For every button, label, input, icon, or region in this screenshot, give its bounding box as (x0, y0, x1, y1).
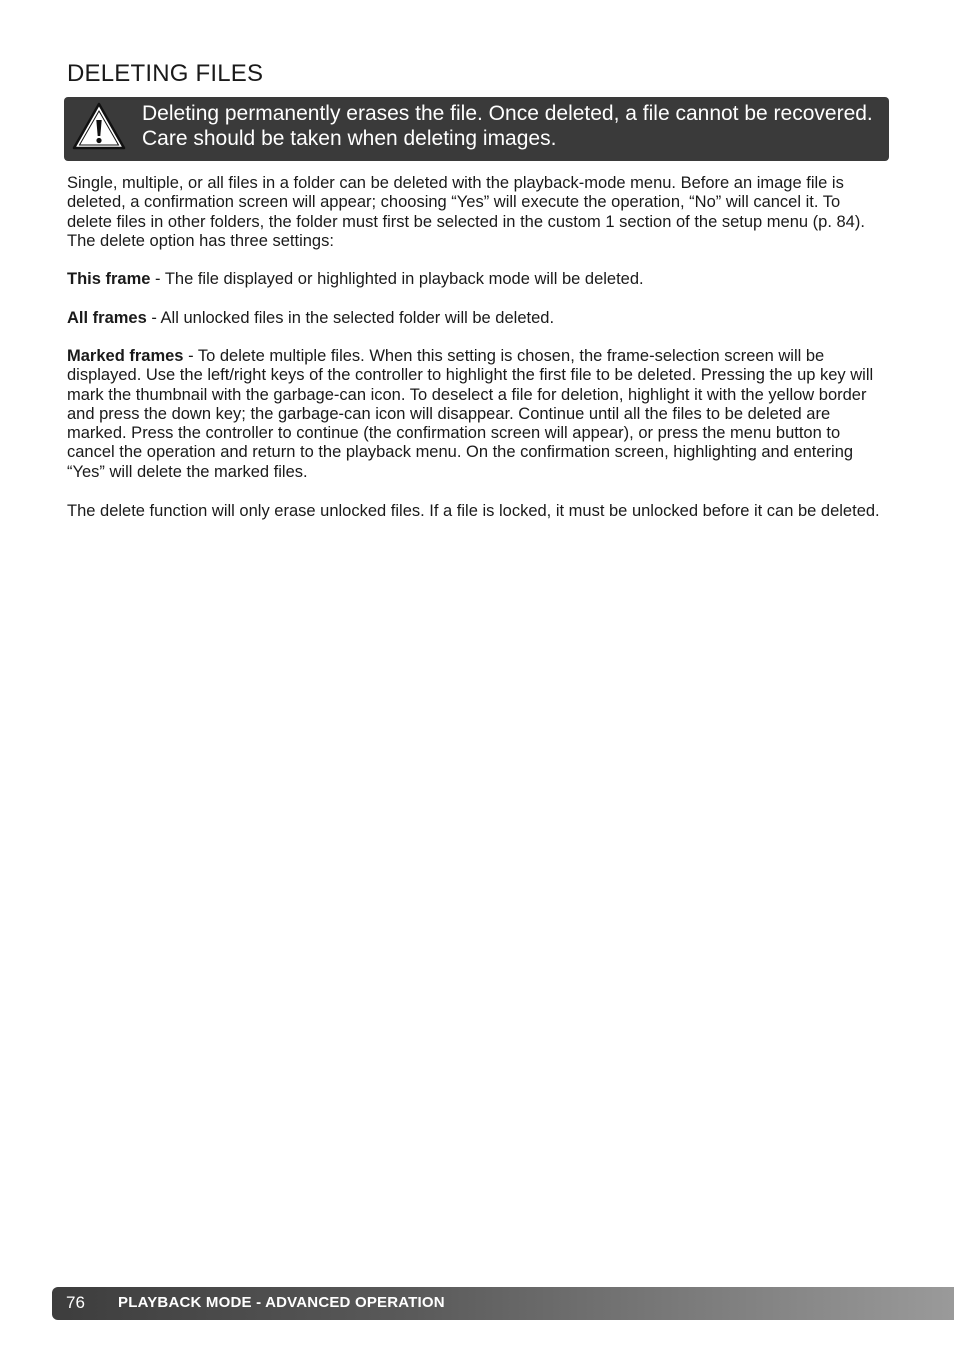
warning-text: Deleting permanently erases the file. Once deleted, a file cannot be recovered. Care should be taken when deleting images. (142, 102, 873, 150)
setting-this-frame (67, 270, 885, 289)
setting-description: - To delete multiple files. When this setting is chosen, the frame-selection screen will be displayed. Use the left/right keys of the controller to highlight the first file to be deleted. Pressing the up key will mark the thumbnail with the garbage-can icon. To deselect a file for deletion, highlight it with the yellow border and press the down key; the garbage-can icon will disappear. Continue until all the files to be deleted are marked. Press the controller to continue (the confirmation screen will appear), or press the menu button to cancel the operation and return to the playback menu. On the confirmation screen, highlighting and entering “Yes” will delete the marked files. (67, 347, 874, 481)
setting-term: This frame (67, 270, 151, 288)
page-title: DELETING FILES (67, 60, 264, 87)
intro-paragraph: Single, multiple, or all files in a folder can be deleted with the playback-mode menu. Before an image file is deleted, a confirmation screen will appear; choosing “Yes” will execute the operation, “No” will cancel it. To delete files in other folders, the folder must first be selected in the custom 1 section of the setup menu (p. 84). The delete option has three settings: (67, 174, 865, 250)
setting-description: - The file displayed or highlighted in playback mode will be deleted. (150, 270, 644, 288)
closing-paragraph: The delete function will only erase unlocked files. If a file is locked, it must be unlocked before it can be deleted. (67, 502, 880, 520)
setting-marked-frames (67, 347, 885, 482)
section-label: PLAYBACK MODE - ADVANCED OPERATION (118, 1294, 445, 1311)
warning-box (64, 97, 889, 161)
setting-term: All frames (67, 309, 147, 327)
setting-all-frames (67, 309, 885, 328)
setting-description: - All unlocked files in the selected folder will be deleted. (146, 309, 555, 327)
page-footer (52, 1287, 954, 1320)
page-number: 76 (66, 1293, 85, 1312)
setting-term: Marked frames (67, 347, 184, 365)
warning-triangle-icon (72, 101, 126, 151)
